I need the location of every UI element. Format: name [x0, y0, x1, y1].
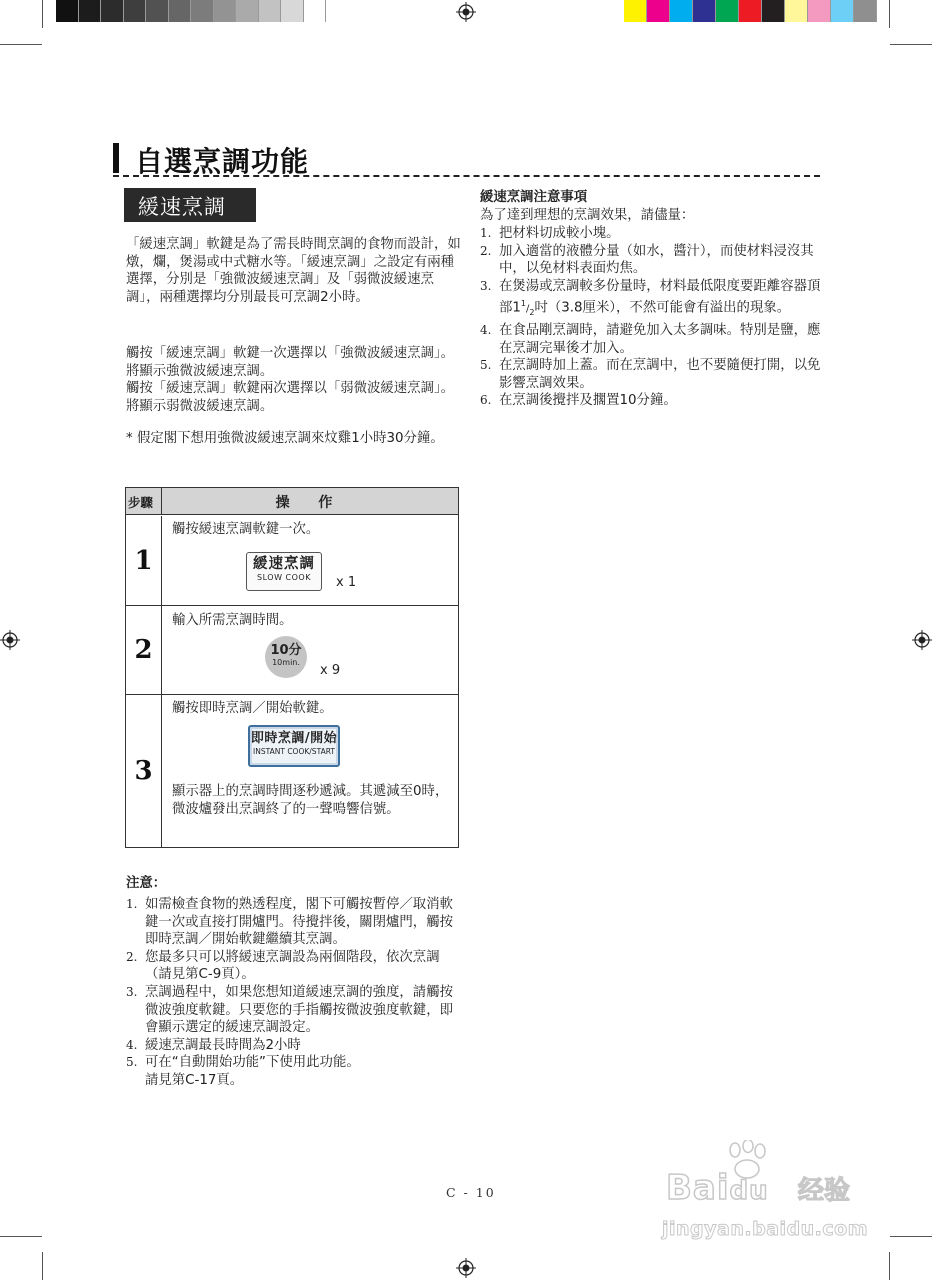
- gray-swatch: [101, 0, 124, 22]
- color-swatch: [739, 0, 762, 22]
- example-note: * 假定閣下想用強微波緩速烹調來炆雞1小時30分鐘。: [126, 431, 444, 446]
- color-swatch: [854, 0, 877, 22]
- gray-swatch: [214, 0, 237, 22]
- page-number: C - 10: [446, 1185, 496, 1200]
- list-item: 3. 在煲湯或烹調較多份量時，材料最低限度要距離容器頂部$1^1/_2$吋（3.8厘米），不然可能會有溢出的現象。: [480, 278, 821, 318]
- key-label: 10分: [270, 643, 302, 658]
- list-item: [126, 1037, 464, 1055]
- key-sublabel: SLOW COOK: [257, 573, 311, 582]
- title-divider: [113, 175, 820, 177]
- item-number: 2.: [126, 949, 138, 964]
- table-row: [126, 695, 458, 847]
- baidu-jingyan-watermark: [658, 1140, 878, 1250]
- list-item: [126, 949, 464, 984]
- item-number: 2.: [480, 243, 492, 258]
- crop-mark: [0, 1236, 42, 1237]
- tips-list: [480, 225, 822, 410]
- item-text: 可在“自動開始功能”下使用此功能。: [145, 1055, 360, 1071]
- item-number: 3.: [480, 278, 492, 293]
- instant-cook-start-key-illustration: [248, 725, 340, 767]
- header-step: 步驟: [126, 488, 162, 515]
- weak-mode-instruction: 觸按「緩速烹調」軟鍵兩次選擇以「弱微波緩速烹調」。將顯示弱微波緩速烹調。: [126, 381, 455, 414]
- color-swatch: [785, 0, 808, 22]
- notes-title: 注意：: [126, 876, 167, 891]
- list-item: [480, 243, 822, 278]
- item-text: 在烹調後攪拌及擱置10分鐘。: [499, 393, 677, 409]
- tips-intro: 為了達到理想的烹調效果，請儘量：: [480, 208, 695, 223]
- section-subtitle: 緩速烹調: [124, 188, 256, 222]
- list-item: [126, 1054, 464, 1089]
- item-text: 在煲湯或烹調較多份量時，材料最低限度要距離容器頂部1: [499, 278, 821, 316]
- item-text: 加入適當的液體分量（如水，醬汁），而使材料浸沒其中，以免材料表面灼焦。: [499, 243, 814, 277]
- key-sublabel: 10min.: [272, 658, 300, 667]
- header-operation: 操 作: [275, 495, 345, 511]
- crop-mark: [889, 1252, 890, 1280]
- registration-mark-icon: [456, 1258, 476, 1278]
- watermark-url: jingyan.baidu.com: [662, 1218, 868, 1240]
- list-item: [480, 322, 822, 357]
- crop-mark: [42, 1252, 43, 1280]
- step-number: 2: [126, 606, 162, 694]
- list-item: [480, 392, 822, 410]
- watermark-brand: Baidu: [666, 1168, 769, 1208]
- slow-cook-key-illustration: [246, 552, 322, 591]
- crop-mark: [0, 44, 42, 45]
- item-text: 把材料切成較小塊。: [499, 226, 620, 241]
- registration-mark-icon: [0, 630, 20, 650]
- press-count: x 9: [320, 663, 341, 678]
- crop-mark: [42, 0, 43, 28]
- item-number: 1.: [126, 897, 138, 911]
- title-accent-bar: [113, 143, 119, 173]
- table-row: [126, 516, 458, 606]
- color-swatch: [762, 0, 785, 22]
- fraction-numerator: 1: [520, 299, 527, 309]
- notes-list: [126, 896, 464, 1090]
- color-calibration-bar: [624, 0, 877, 22]
- steps-table: [125, 487, 459, 848]
- color-swatch: [831, 0, 854, 22]
- watermark-brand-cn: 经验: [798, 1176, 851, 1206]
- gray-swatch: [281, 0, 304, 22]
- color-swatch: [647, 0, 670, 22]
- item-text: 您最多只可以將緩速烹調設為兩個階段，依次烹調（請見第C-9頁）。: [145, 949, 440, 983]
- crop-mark: [890, 1236, 932, 1237]
- grayscale-calibration-bar: [56, 0, 326, 22]
- intro-paragraph: 「緩速烹調」軟鍵是為了需長時間烹調的食物而設計，如燉，爛，煲湯或中式糖水等。「緩速烹調」之設定有兩種選擇，分別是「強微波緩速烹調」及「弱微波緩速烹調」，兩種選擇均分別最長可烹調2小時。: [126, 237, 461, 305]
- item-number: 5.: [126, 1055, 138, 1070]
- color-swatch: [716, 0, 739, 22]
- strong-mode-instruction: 觸按「緩速烹調」軟鍵一次選擇以「強微波緩速烹調」。將顯示強微波緩速烹調。: [126, 346, 455, 379]
- key-label: 緩速烹調: [253, 556, 315, 572]
- item-number: 3.: [126, 984, 138, 999]
- list-item: [480, 225, 822, 243]
- item-number: 4.: [480, 323, 492, 338]
- gray-swatch: [236, 0, 259, 22]
- step-instruction: 觸按緩速烹調軟鍵一次。: [172, 522, 320, 537]
- gray-swatch: [56, 0, 79, 22]
- step-number: 1: [126, 516, 162, 605]
- item-number: 1.: [480, 226, 492, 240]
- fraction-denominator: 2: [529, 308, 535, 318]
- press-count: x 1: [336, 575, 357, 590]
- item-text: 如需檢查食物的熟透程度，閣下可觸按暫停／取消軟鍵一次或直接打開爐門。待攪拌後，關閉爐門，觸按即時烹調／開始軟鍵繼續其烹調。: [145, 897, 453, 948]
- step-detail: 顯示器上的烹調時間逐秒遞減。其遞減至0時，微波爐發出烹調終了的一聲鳴響信號。: [172, 784, 449, 817]
- color-swatch: [808, 0, 831, 22]
- list-item: [126, 896, 464, 949]
- color-swatch: [693, 0, 716, 22]
- step-instruction: 輸入所需烹調時間。: [172, 613, 293, 628]
- gray-swatch: [79, 0, 102, 22]
- registration-mark-icon: [456, 2, 476, 22]
- tips-title: 緩速烹調注意事項: [480, 190, 588, 205]
- item-text: 在食品剛烹調時，請避免加入太多調味。特別是鹽，應在烹調完畢後才加入。: [499, 323, 821, 356]
- page-title: 自選烹調功能: [135, 145, 310, 178]
- registration-mark-icon: [912, 630, 932, 650]
- gray-swatch: [146, 0, 169, 22]
- color-swatch: [670, 0, 693, 22]
- gray-swatch: [191, 0, 214, 22]
- key-label: 即時烹調/開始: [250, 731, 338, 746]
- step-instruction: 觸按即時烹調／開始軟鍵。: [172, 701, 333, 716]
- item-text: 緩速烹調最長時間為2小時: [145, 1037, 301, 1053]
- item-number: 6.: [480, 393, 492, 408]
- gray-swatch: [304, 0, 327, 22]
- gray-swatch: [259, 0, 282, 22]
- color-swatch: [624, 0, 647, 22]
- table-header: [126, 488, 458, 515]
- step-number: 3: [126, 695, 162, 847]
- crop-mark: [890, 44, 932, 45]
- item-text: 吋（3.8厘米），不然可能會有溢出的現象。: [534, 300, 791, 316]
- item-text: 烹調過程中，如果您想知道緩速烹調的強度，請觸按微波強度軟鍵。只要您的手指觸按微波強度軟鍵，即會顯示選定的緩速烹調設定。: [145, 984, 453, 1036]
- item-text: 在烹調時加上蓋。而在烹調中，也不要隨便打開，以免影響烹調效果。: [499, 358, 821, 391]
- ten-minute-key-illustration: [265, 636, 307, 678]
- list-item: [480, 357, 822, 392]
- item-number: 4.: [126, 1037, 138, 1052]
- key-sublabel: INSTANT COOK/START: [253, 747, 335, 756]
- gray-swatch: [169, 0, 192, 22]
- gray-swatch: [124, 0, 147, 22]
- section-header: [113, 140, 820, 178]
- page-reference: 請見第C-17頁。: [145, 1072, 244, 1088]
- crop-mark: [889, 0, 890, 28]
- table-row: [126, 606, 458, 695]
- selection-instructions: [126, 345, 462, 415]
- item-number: 5.: [480, 358, 492, 373]
- list-item: [126, 984, 464, 1037]
